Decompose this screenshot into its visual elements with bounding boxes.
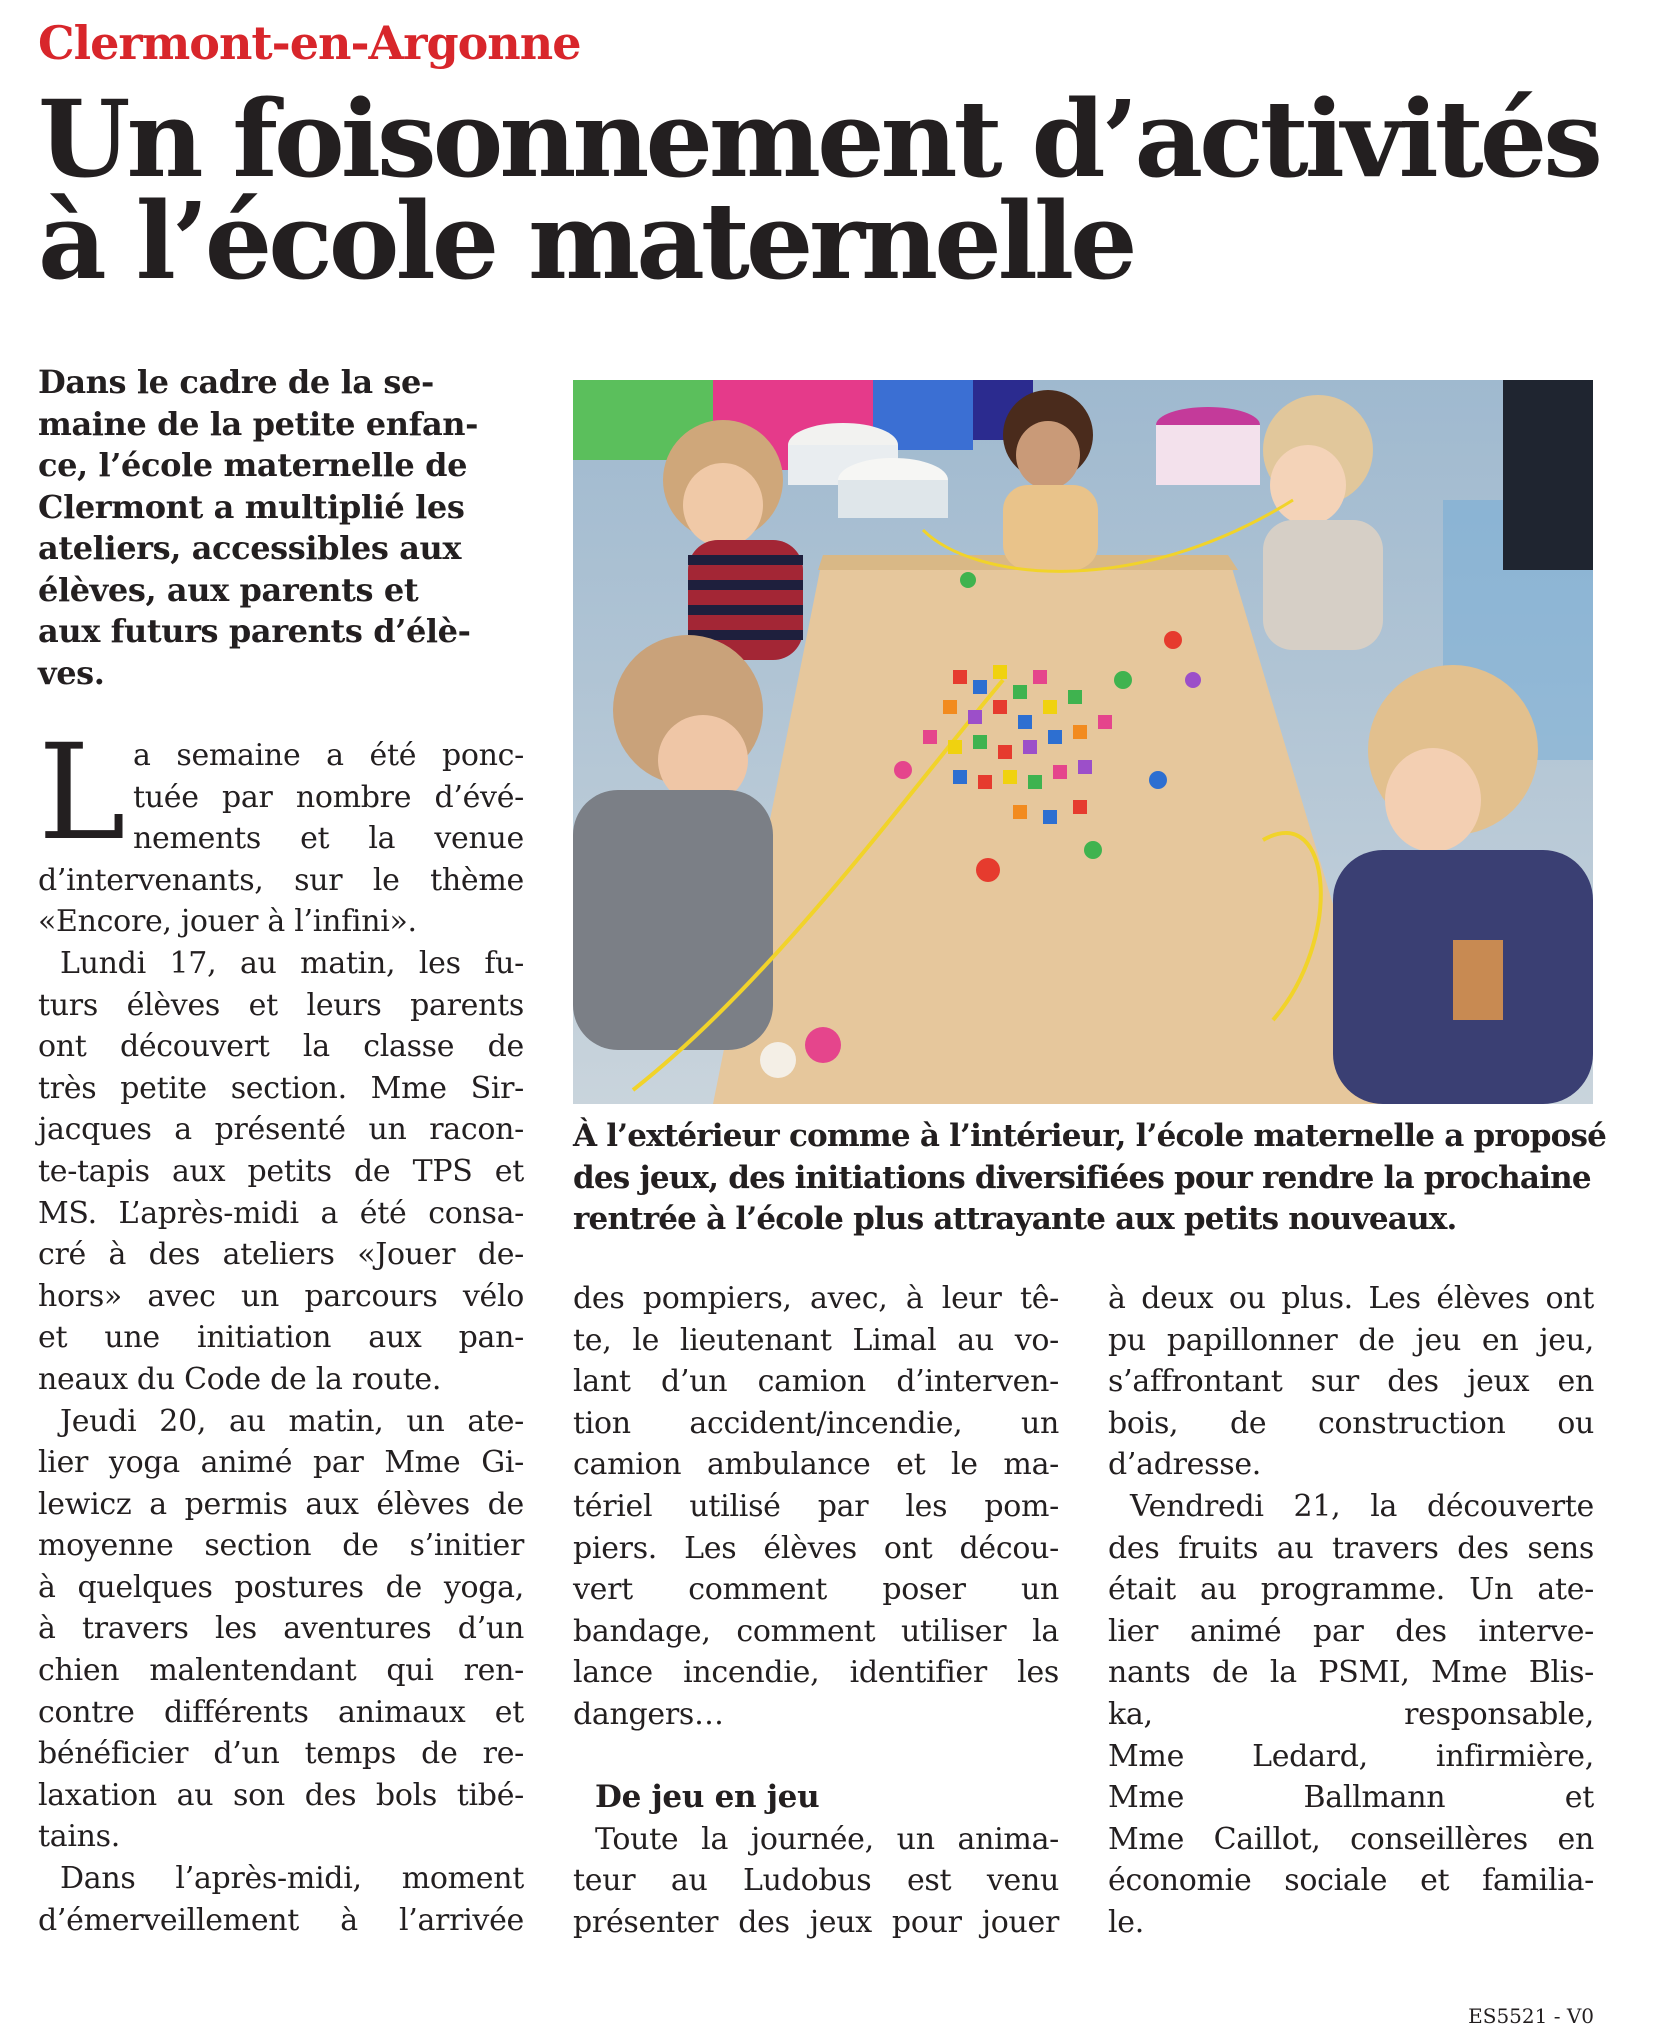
body-line: lant d’un camion d’interven- — [573, 1364, 1059, 1400]
body-line: «Encore, jouer à l’infini». — [38, 904, 417, 940]
body-line: tains. — [38, 1819, 120, 1855]
body-line: te, le lieutenant Limal au vo- — [573, 1322, 1059, 1358]
body-line: des pompiers, avec, à leur tê- — [573, 1281, 1059, 1316]
article-column-3 — [1108, 1278, 1594, 1944]
body-line: Mme Caillot, conseillères en — [1108, 1821, 1594, 1857]
body-line: Mme Ballmann et — [1108, 1780, 1594, 1816]
body-line: piers. Les élèves ont décou- — [573, 1530, 1059, 1566]
body-line: nements et la venue — [133, 821, 524, 857]
body-line: laxation au son des bols tibé- — [38, 1777, 524, 1813]
page-folio: ES5521 - V0 — [1468, 2004, 1594, 2028]
article-photo — [573, 380, 1593, 1104]
body-line: Lundi 17, au matin, les fu- — [60, 945, 524, 981]
body-line: lier animé par des interve- — [1108, 1613, 1594, 1649]
body-line: lier yoga animé par Mme Gi- — [38, 1445, 524, 1481]
headline — [38, 76, 1599, 303]
body-line: le. — [1108, 1904, 1144, 1940]
body-line: tuée par nombre d’évé- — [133, 779, 524, 815]
photo-caption — [573, 1116, 1607, 1241]
lead-line: ce, l’école maternelle de — [38, 446, 468, 484]
body-line: lance incendie, identifier les — [573, 1655, 1059, 1691]
body-line: camion ambulance et le ma- — [573, 1447, 1059, 1483]
body-line: à deux ou plus. Les élèves ont — [1108, 1281, 1594, 1316]
body-line: présenter des jeux pour jouer — [573, 1904, 1059, 1940]
body-line: a semaine a été ponc- — [133, 738, 524, 773]
caption-line: rentrée à l’école plus attrayante aux petits nouveaux. — [573, 1201, 1457, 1238]
body-line: turs élèves et leurs parents — [38, 987, 524, 1023]
lead-line: Dans le cadre de la se- — [38, 363, 434, 401]
body-line: MS. L’après-midi a été consa- — [38, 1195, 524, 1231]
body-line: à quelques postures de yoga, — [38, 1569, 524, 1605]
body-line: cré à des ateliers «Jouer de- — [38, 1237, 524, 1273]
caption-line: des jeux, des initiations diversifiées pour rendre la prochaine — [573, 1159, 1591, 1196]
body-line: lewicz a permis aux élèves de — [38, 1486, 524, 1522]
body-line: contre différents animaux et — [38, 1694, 524, 1730]
body-line: moyenne section de s’initier — [38, 1528, 524, 1564]
body-line: économie sociale et familia- — [1108, 1863, 1594, 1899]
body-line: pu papillonner de jeu en jeu, — [1108, 1322, 1594, 1358]
body-line: chien malentendant qui ren- — [38, 1653, 524, 1689]
body-line: hors» avec un parcours vélo — [38, 1278, 524, 1314]
body-line: Vendredi 21, la découverte — [1130, 1488, 1594, 1524]
children-threading-beads-illustration — [573, 380, 1593, 1104]
body-line: vert comment poser un — [573, 1572, 1059, 1608]
body-line: Toute la journée, un anima- — [595, 1821, 1059, 1857]
body-line: nants de la PSMI, Mme Blis- — [1108, 1655, 1594, 1691]
body-line: neaux du Code de la route. — [38, 1361, 442, 1397]
kicker: Clermont-en-Argonne — [38, 16, 581, 70]
lead-line: Clermont a multiplié les — [38, 487, 465, 526]
body-line: Mme Ledard, infirmière, — [1108, 1738, 1594, 1774]
body-line: dangers… — [573, 1696, 724, 1732]
lead-line: ves. — [38, 653, 105, 692]
lead-line: maine de la petite enfan- — [38, 404, 479, 443]
body-line: des fruits au travers des sens — [1108, 1530, 1594, 1566]
body-line: d’émerveillement à l’arrivée — [38, 1902, 524, 1938]
body-line: et une initiation aux pan- — [38, 1320, 524, 1356]
drop-cap-paragraph — [38, 716, 524, 870]
body-line: te-tapis aux petits de TPS et — [38, 1153, 524, 1189]
headline-line-2: à l’école maternelle — [38, 178, 1134, 303]
section-subheading: De jeu en jeu — [595, 1779, 820, 1816]
body-line: bandage, comment utiliser la — [573, 1613, 1059, 1649]
lead-line: élèves, aux parents et — [38, 570, 419, 609]
body-line: jacques a présenté un racon- — [38, 1112, 524, 1148]
body-line: ka, responsable, — [1108, 1696, 1594, 1732]
body-line: s’affrontant sur des jeux en — [1108, 1364, 1594, 1400]
body-line: Jeudi 20, au matin, un ate- — [60, 1403, 524, 1439]
body-line: à travers les aventures d’un — [38, 1611, 524, 1647]
body-line: était au programme. Un ate- — [1108, 1572, 1594, 1608]
body-line: d’intervenants, sur le thème — [38, 862, 524, 898]
drop-cap: L — [38, 716, 126, 870]
body-line: très petite section. Mme Sir- — [38, 1070, 524, 1106]
body-line: bénéficier d’un temps de re- — [38, 1736, 524, 1772]
body-line: ont découvert la classe de — [38, 1029, 524, 1065]
lead-paragraph — [38, 362, 518, 694]
caption-line: À l’extérieur comme à l’intérieur, l’école maternelle a proposé — [573, 1118, 1607, 1154]
spacer — [573, 1736, 1059, 1778]
body-line: tion accident/incendie, un — [573, 1405, 1059, 1441]
body-line: bois, de construction ou — [1108, 1405, 1594, 1441]
article-column-2 — [573, 1278, 1059, 1944]
headline-line-1: Un foisonnement d’activités — [38, 76, 1599, 201]
body-line: teur au Ludobus est venu — [573, 1863, 1059, 1899]
body-line: Dans l’après-midi, moment — [60, 1861, 524, 1897]
article-column-1 — [38, 716, 524, 1941]
body-line: d’adresse. — [1108, 1447, 1262, 1483]
body-line: tériel utilisé par les pom- — [573, 1488, 1059, 1524]
lead-line: aux futurs parents d’élè- — [38, 612, 471, 650]
lead-line: ateliers, accessibles aux — [38, 529, 462, 567]
